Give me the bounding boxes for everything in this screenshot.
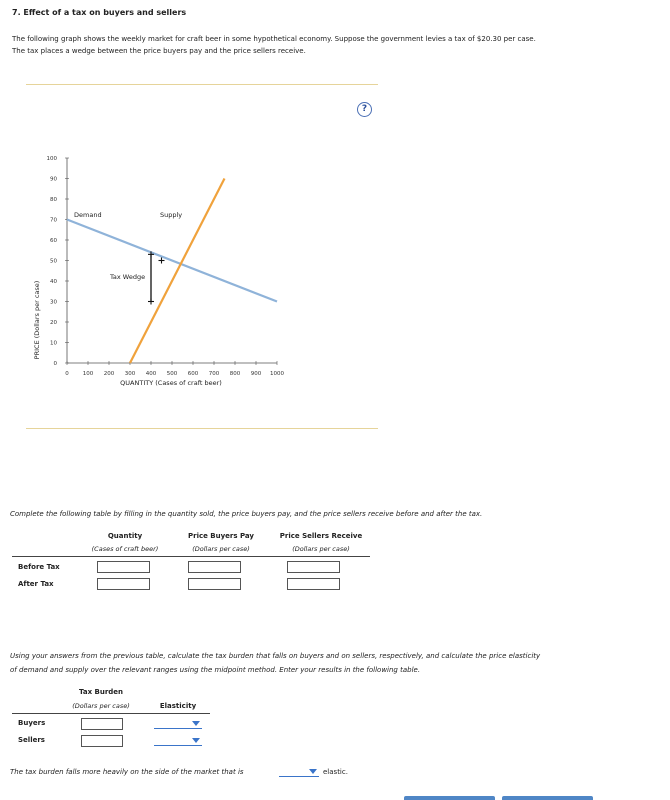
grade-button[interactable]	[404, 796, 495, 800]
row-buyers: Buyers	[18, 719, 46, 727]
y-tick-label: 100	[46, 156, 57, 162]
row-sellers: Sellers	[18, 736, 45, 744]
after-tax-sellers-price-input[interactable]	[287, 578, 340, 590]
demand-curve	[67, 220, 277, 302]
y-tick-label: 50	[50, 258, 57, 265]
conclusion-prefix: The tax burden falls more heavily on the side of the market that is	[10, 768, 244, 776]
graph-top-divider	[26, 84, 378, 85]
x-tick-label: 200	[103, 371, 115, 377]
chevron-down-icon	[192, 738, 200, 743]
col-sellers-receive-unit: (Dollars per case)	[292, 545, 350, 553]
x-tick-label: 600	[187, 371, 199, 377]
tax-wedge-label: Tax Wedge	[110, 273, 146, 281]
col-tax-burden-header: Tax Burden	[78, 688, 124, 696]
y-tick-label: 20	[50, 320, 57, 326]
table1-header-rule	[12, 556, 370, 557]
conclusion-elasticity-dropdown[interactable]	[279, 766, 319, 777]
x-tick-label: 300	[124, 371, 136, 377]
before-tax-quantity-input[interactable]	[97, 561, 150, 573]
sellers-elasticity-dropdown[interactable]	[154, 735, 202, 746]
y-tick-label: 30	[50, 299, 57, 306]
chevron-down-icon	[309, 769, 317, 774]
chevron-down-icon	[192, 721, 200, 726]
row-before-tax: Before Tax	[18, 563, 60, 571]
intro-line-1: The following graph shows the weekly market for craft beer in some hypothetical economy. Suppose the government levies a tax of $20.30 per case.	[12, 35, 536, 43]
help-icon[interactable]: ?	[357, 102, 372, 117]
axis-ticks	[47, 156, 285, 377]
col-quantity-unit: (Cases of craft beer)	[91, 545, 159, 553]
question-title: 7. Effect of a tax on buyers and sellers	[12, 8, 187, 17]
col-buyers-pay-header: Price Buyers Pay	[187, 532, 254, 540]
col-sellers-receive-header: Price Sellers Receive	[279, 532, 363, 540]
sellers-tax-burden-input[interactable]	[81, 735, 123, 747]
y-tick-label: 90	[50, 176, 57, 183]
x-axis-label: QUANTITY (Cases of craft beer)	[120, 379, 222, 387]
table2-header-rule	[12, 713, 210, 714]
supply-curve	[130, 179, 225, 364]
conclusion-suffix: elastic.	[323, 768, 348, 776]
col-quantity-header: Quantity	[107, 532, 143, 540]
x-tick-label: 900	[250, 371, 262, 377]
table2-instructions-line-1: Using your answers from the previous table, calculate the tax burden that falls on buyers and on sellers, respectively, and calculate the price elasticity	[10, 652, 541, 660]
col-elasticity-header: Elasticity	[159, 702, 197, 710]
y-axis-label: PRICE (Dollars per case)	[33, 280, 41, 360]
table2-instructions-line-2: of demand and supply over the relevant ranges using the midpoint method. Enter your results in the following table.	[10, 666, 421, 674]
buyers-tax-burden-input[interactable]	[81, 718, 123, 730]
y-tick-label: 10	[50, 340, 57, 347]
curves	[67, 179, 277, 364]
y-tick-label: 60	[50, 238, 57, 244]
buyers-elasticity-dropdown[interactable]	[154, 718, 202, 729]
demand-curve-label: Demand	[74, 211, 102, 219]
graph-bottom-divider	[26, 428, 378, 429]
x-tick-label: 400	[145, 371, 157, 377]
row-after-tax: After Tax	[18, 580, 54, 588]
intro-line-2: The tax places a wedge between the price buyers pay and the price sellers receive.	[12, 47, 306, 55]
before-tax-buyers-price-input[interactable]	[188, 561, 241, 573]
col-tax-burden-unit: (Dollars per case)	[72, 702, 130, 710]
x-tick-label: 700	[208, 371, 220, 377]
continue-button[interactable]	[502, 796, 593, 800]
y-tick-label: 70	[50, 217, 57, 224]
after-tax-buyers-price-input[interactable]	[188, 578, 241, 590]
table1-instructions: Complete the following table by filling in the quantity sold, the price buyers pay, and the price sellers receive before and after the tax.	[10, 510, 483, 518]
x-tick-label: 0	[65, 371, 69, 377]
x-tick-label: 100	[82, 371, 94, 377]
y-tick-label: 40	[50, 279, 57, 285]
y-tick-label: 80	[50, 197, 57, 203]
before-tax-sellers-price-input[interactable]	[287, 561, 340, 573]
supply-demand-graph	[26, 95, 366, 405]
supply-curve-label: Supply	[160, 211, 183, 219]
x-tick-label: 1000	[270, 371, 284, 377]
x-tick-label: 500	[166, 371, 178, 377]
x-tick-label: 800	[229, 371, 241, 377]
after-tax-quantity-input[interactable]	[97, 578, 150, 590]
y-tick-label: 0	[53, 361, 57, 367]
col-buyers-pay-unit: (Dollars per case)	[192, 545, 250, 553]
